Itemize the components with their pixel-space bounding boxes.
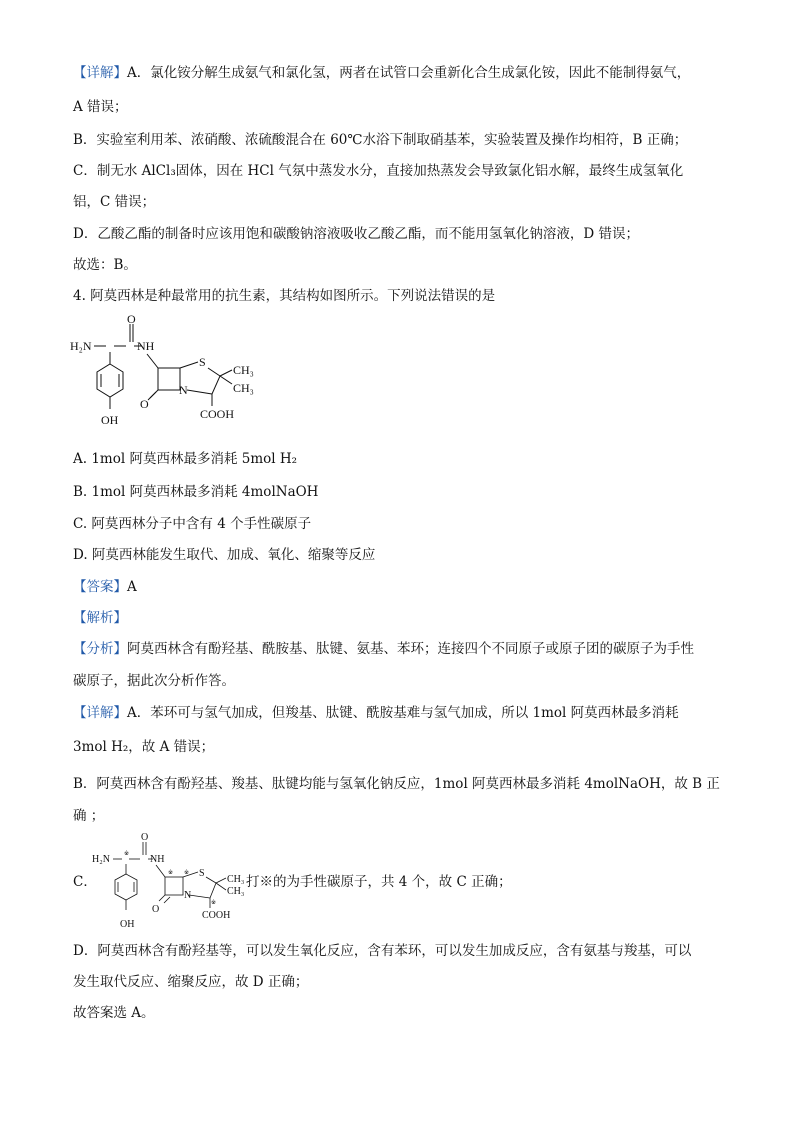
text-line: 【详解】A．氯化铵分解生成氨气和氯化氢，两者在试管口会重新化合生成氯化铵，因此不能制得氨气， <box>73 65 691 81</box>
answer-line: 【答案】A <box>73 579 137 595</box>
svg-text:O: O <box>141 832 149 843</box>
xj-b-line: B．阿莫西林含有酚羟基、羧基、肽键均能与氢氧化钠反应，1mol 阿莫西林最多消耗 4molNaOH，故 B 正 <box>73 776 720 792</box>
label-o-top: O <box>127 312 136 326</box>
svg-text:※: ※ <box>184 870 190 876</box>
svg-text:CH₃: CH₃ <box>227 874 245 885</box>
svg-text:O: O <box>152 904 160 915</box>
xj-d-line-2: 发生取代反应、缩聚反应，故 D 正确； <box>73 974 309 990</box>
xj-d-line: D．阿莫西林含有酚羟基等，可以发生氧化反应，含有苯环，可以发生加成反应，含有氨基与羧基，可以 <box>73 943 692 959</box>
text-line: D．乙酸乙酯的制备时应该用饱和碳酸钠溶液吸收乙酸乙酯，而不能用氢氧化钠溶液，D 错误； <box>73 226 639 242</box>
svg-text:※: ※ <box>168 870 174 876</box>
svg-text:OH: OH <box>120 919 135 930</box>
label-s: S <box>199 355 206 369</box>
label-nh: NH <box>137 339 155 353</box>
detail-label: 【详解】 <box>73 65 127 81</box>
text-line: A 错误； <box>73 99 128 115</box>
label-h2n: H₂N <box>70 339 92 353</box>
fenxi-line: 【分析】阿莫西林含有酚羟基、酰胺基、肽键、氨基、苯环；连接四个不同原子或原子团的碳原子为手性 <box>73 641 694 657</box>
text-line: C．制无水 AlCl₃固体，因在 HCl 气氛中蒸发水分，直接加热蒸发会导致氯化铝水解，最终生成氢氧化 <box>73 163 684 179</box>
question-stem: 4. 阿莫西林是种最常用的抗生素，其结构如图所示。下列说法错误的是 <box>73 288 496 304</box>
fenxi-line-2: 碳原子，据此次分析作答。 <box>73 673 235 689</box>
option-a: A. 1mol 阿莫西林最多消耗 5mol H₂ <box>73 451 298 467</box>
svg-text:H₂N: H₂N <box>92 854 110 865</box>
svg-text:N: N <box>184 890 192 901</box>
xj-a-line: 【详解】A．苯环可与氢气加成，但羧基、肽键、酰胺基难与氢气加成，所以 1mol 阿莫西林最多消耗 <box>73 705 679 721</box>
option-b: B. 1mol 阿莫西林最多消耗 4molNaOH <box>73 484 319 500</box>
amoxicillin-structure <box>70 312 270 432</box>
final-answer: 故答案选 A。 <box>73 1005 155 1021</box>
xj-a-line-2: 3mol H₂，故 A 错误； <box>73 739 215 755</box>
text-line: 故选：B。 <box>73 257 137 273</box>
label-ch3-2: CH₃ <box>233 381 254 395</box>
svg-text:COOH: COOH <box>202 910 231 921</box>
label-o-lactam: O <box>140 397 149 411</box>
svg-text:※: ※ <box>124 851 130 857</box>
xj-b-line-2: 确 ； <box>73 808 105 824</box>
text-line: 铝，C 错误； <box>73 194 156 210</box>
label-oh: OH <box>101 413 119 427</box>
svg-text:CH₃: CH₃ <box>227 886 245 897</box>
xj-c-prefix: C． <box>73 874 97 890</box>
label-cooh: COOH <box>200 407 235 421</box>
option-d: D. 阿莫西林能发生取代、加成、氧化、缩聚等反应 <box>73 547 376 563</box>
label-ch3-1: CH₃ <box>233 363 254 377</box>
svg-text:NH: NH <box>150 854 165 865</box>
svg-text:※: ※ <box>211 900 217 906</box>
xj-c-text: 打※的为手性碳原子，共 4 个，故 C 正确； <box>246 874 512 890</box>
text-line: B．实验室利用苯、浓硝酸、浓硫酸混合在 60℃水浴下制取硝基苯，实验装置及操作均相符，B 正确； <box>73 132 688 148</box>
amoxicillin-chiral-structure <box>92 832 252 932</box>
option-c: C. 阿莫西林分子中含有 4 个手性碳原子 <box>73 516 312 532</box>
svg-text:S: S <box>199 868 205 879</box>
label-n: N <box>179 383 188 397</box>
analysis-label: 【解析】 <box>73 610 127 626</box>
